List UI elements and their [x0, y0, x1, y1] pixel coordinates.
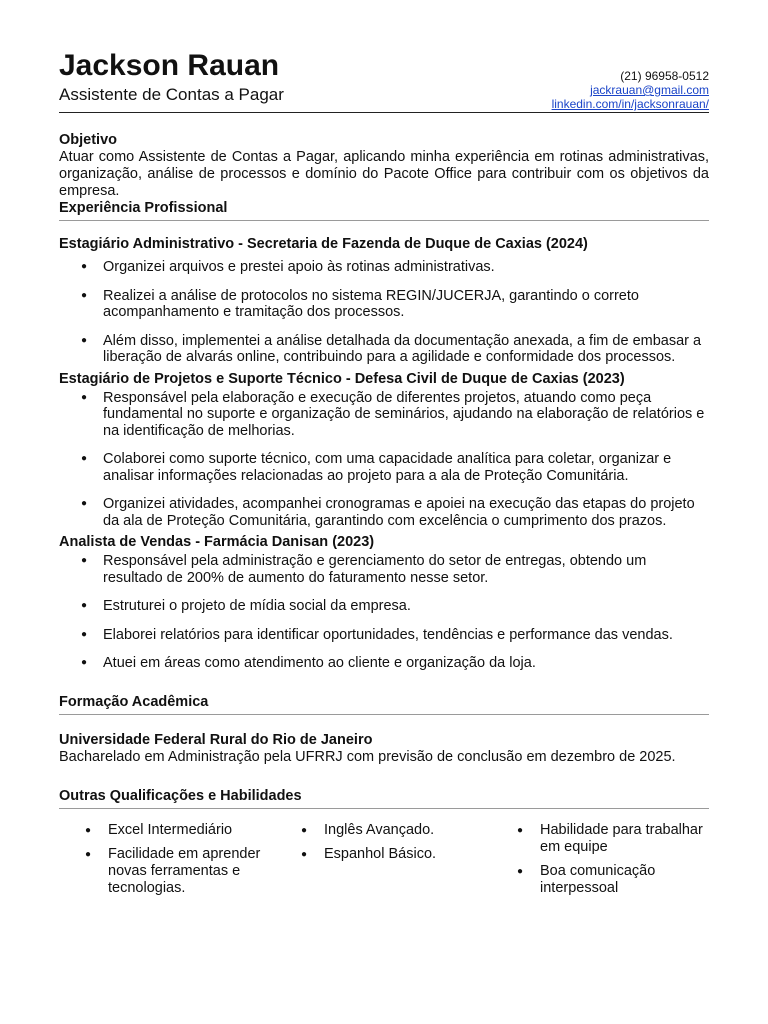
list-item: ● Inglês Avançado.: [301, 822, 491, 839]
skills-column: [491, 822, 707, 904]
list-item: ● Atuei em áreas como atendimento ao cliente e organização da loja.: [81, 655, 709, 672]
job-bullets: [59, 553, 709, 672]
job-bullets: [59, 390, 709, 530]
skills-column: [275, 822, 491, 904]
job-entry: [59, 371, 709, 530]
list-item: ● Além disso, implementei a análise detalhada da documentação anexada, a fim de embasar a liberação de alvarás online, contribuindo para a agilidade e conformidade dos processos.: [81, 333, 709, 366]
email-link[interactable]: jackrauan@gmail.com: [590, 83, 709, 97]
list-item: ● Elaborei relatórios para identificar oportunidades, tendências e performance das vendas.: [81, 627, 709, 644]
job-bullets: [59, 259, 709, 366]
institution-name: Universidade Federal Rural do Rio de Janeiro: [59, 731, 373, 748]
list-item: ● Responsável pela elaboração e execução de diferentes projetos, atuando como peça fundamental no suporte e organização de seminários, ajudando na elaboração de relatórios e na identificação de melhorias.: [81, 390, 709, 440]
education-title: Formação Acadêmica: [59, 694, 709, 715]
education-section: [59, 694, 709, 766]
list-item: ● Excel Intermediário: [85, 822, 275, 839]
experience-title: Experiência Profissional: [59, 200, 709, 221]
resume-header: [59, 48, 709, 113]
job-title: Analista de Vendas - Farmácia Danisan (2023): [59, 534, 375, 550]
objective-text: Atuar como Assistente de Contas a Pagar, aplicando minha experiência em rotinas administrativas, organização, análise de processos e domínio do Pacote Office para contribuir com os objetivos da empresa.: [59, 149, 709, 199]
candidate-role: Assistente de Contas a Pagar: [59, 85, 284, 104]
phone-number: (21) 96958-0512: [620, 69, 709, 83]
contact-block: [552, 69, 709, 111]
linkedin-link[interactable]: linkedin.com/in/jacksonrauan/: [551, 97, 709, 111]
education-description: Bacharelado em Administração pela UFRRJ com previsão de conclusão em dezembro de 2025.: [59, 748, 676, 765]
list-item: ● Habilidade para trabalhar em equipe: [517, 822, 707, 856]
list-item: ● Espanhol Básico.: [301, 846, 491, 863]
list-item: ● Organizei arquivos e prestei apoio às rotinas administrativas.: [81, 259, 709, 276]
job-entry: [59, 236, 709, 366]
skills-title: Outras Qualificações e Habilidades: [59, 788, 709, 809]
skills-section: [59, 788, 709, 904]
candidate-name: Jackson Rauan: [59, 49, 280, 82]
skills-column: [59, 822, 275, 904]
list-item: ● Facilidade em aprender novas ferramentas e tecnologias.: [85, 846, 275, 897]
objective-title: Objetivo: [59, 132, 118, 148]
list-item: ● Estruturei o projeto de mídia social da empresa.: [81, 598, 709, 615]
job-title: Estagiário Administrativo - Secretaria de Fazenda de Duque de Caxias (2024): [59, 236, 588, 252]
skills-columns: [59, 822, 709, 904]
list-item: ● Boa comunicação interpessoal: [517, 863, 707, 897]
resume-page: [59, 48, 709, 904]
job-title: Estagiário de Projetos e Suporte Técnico - Defesa Civil de Duque de Caxias (2023): [59, 370, 625, 387]
experience-section: [59, 200, 709, 672]
job-entry: [59, 534, 709, 672]
list-item: ● Responsável pela administração e gerenciamento do setor de entregas, obtendo um resultado de 200% de aumento do faturamento nesse setor.: [81, 553, 709, 586]
list-item: ● Organizei atividades, acompanhei cronogramas e apoiei na execução das etapas do projeto da ala de Proteção Comunitária, garantindo com excelência o cumprimento dos prazos.: [81, 496, 709, 529]
list-item: ● Realizei a análise de protocolos no sistema REGIN/JUCERJA, garantindo o correto acompanhamento e tramitação dos processos.: [81, 288, 709, 321]
list-item: ● Colaborei como suporte técnico, com uma capacidade analítica para coletar, organizar e analisar informações relacionadas ao projeto para a ala de Proteção Comunitária.: [81, 451, 709, 484]
objective-section: [59, 132, 709, 200]
